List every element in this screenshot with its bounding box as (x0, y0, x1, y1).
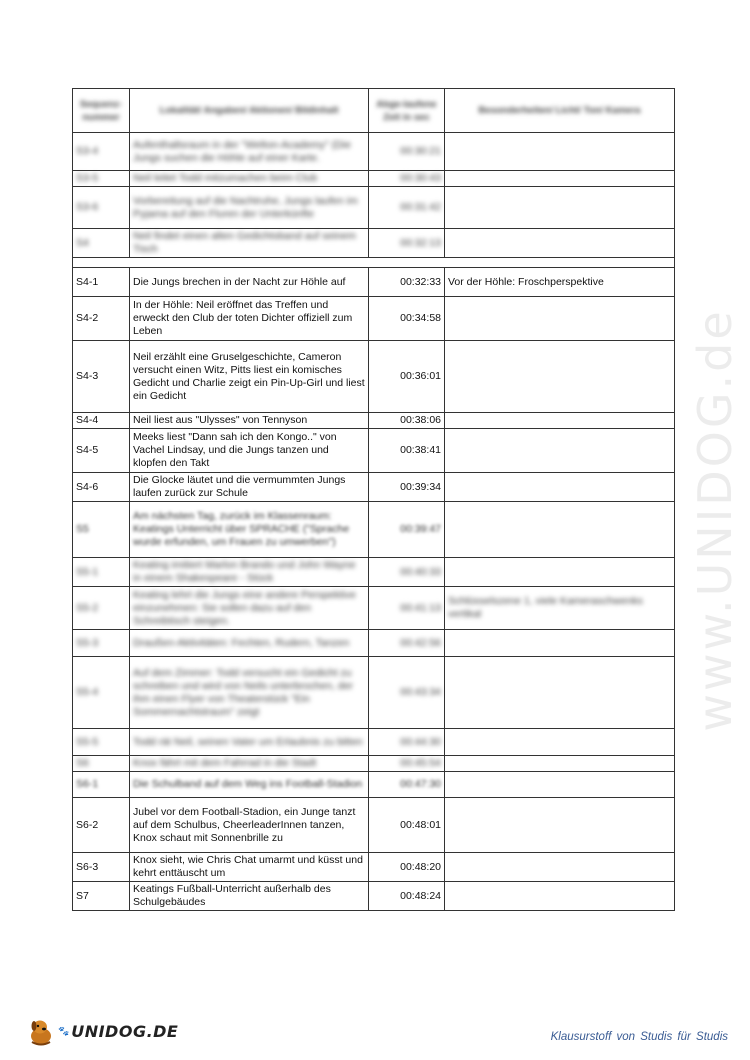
logo-text: UNIDOG.DE (71, 1021, 179, 1041)
table-row (73, 853, 675, 882)
time-cell: 00:34:58 (369, 297, 445, 341)
table-gap (73, 258, 675, 268)
table-row (73, 798, 675, 853)
notes-cell (445, 502, 675, 558)
desc-cell: Keating lehrt die Jungs eine andere Perspektive einzunehmen: Sie sollen dazu auf den Schreibtisch steigen. (130, 587, 369, 630)
desc-cell: Die Schulband auf dem Weg ins Football-Stadion (130, 772, 369, 798)
unidog-logo (28, 1016, 178, 1046)
table-row (73, 341, 675, 413)
seq-cell: S5-4 (73, 657, 130, 729)
table-row (73, 171, 675, 187)
time-cell: 00:39:47 (369, 502, 445, 558)
time-cell: 00:48:24 (369, 882, 445, 911)
seq-cell: S5-1 (73, 558, 130, 587)
seq-cell: S3-6 (73, 187, 130, 229)
notes-cell (445, 187, 675, 229)
time-cell: 00:48:20 (369, 853, 445, 882)
desc-cell: Knox sieht, wie Chris Chat umarmt und küsst und kehrt enttäuscht um (130, 853, 369, 882)
seq-cell: S6 (73, 756, 130, 772)
time-cell: 00:39:34 (369, 473, 445, 502)
header-location-actions: Lokalität/ Angaben/ Aktionen/ Bildinhalt (130, 89, 369, 133)
time-cell: 00:38:41 (369, 429, 445, 473)
notes-cell (445, 798, 675, 853)
notes-cell: Schlüsselszene 1, viele Kameraschwenks vertikal (445, 587, 675, 630)
table-row (73, 268, 675, 297)
table-row (73, 187, 675, 229)
desc-cell: Die Glocke läutet und die vermummten Jungs laufen zurück zur Schule (130, 473, 369, 502)
desc-cell: Neil findet einen alten Gedichtsband auf seinem Tisch (130, 229, 369, 258)
table-row (73, 657, 675, 729)
notes-cell (445, 429, 675, 473)
sequence-table (72, 88, 675, 911)
seq-cell: S4-2 (73, 297, 130, 341)
notes-cell (445, 171, 675, 187)
table-row (73, 502, 675, 558)
table-row (73, 429, 675, 473)
table-row (73, 133, 675, 171)
notes-cell (445, 413, 675, 429)
seq-cell: S6-2 (73, 798, 130, 853)
desc-cell: Draußen-Aktivitäten: Fechten, Rudern, Tanzen (130, 630, 369, 657)
desc-cell: Aufenthaltsraum in der "Welton-Academy" (Die Jungs suchen die Höhle auf einer Karte. (130, 133, 369, 171)
desc-cell: Die Jungs brechen in der Nacht zur Höhle auf (130, 268, 369, 297)
time-cell: 00:43:34 (369, 657, 445, 729)
table-row (73, 882, 675, 911)
time-cell: 00:38:06 (369, 413, 445, 429)
footer-tagline: Klausurstoff von Studis für Studis (550, 1031, 728, 1043)
desc-cell: Vorbereitung auf die Nachtruhe, Jungs laufen im Pyjama auf den Fluren der Unterkünfte (130, 187, 369, 229)
desc-cell: Knox fährt mit dem Fahrrad in die Stadt (130, 756, 369, 772)
notes-cell (445, 772, 675, 798)
table-row (73, 587, 675, 630)
time-cell: 00:30:43 (369, 171, 445, 187)
notes-cell (445, 657, 675, 729)
time-cell: 00:45:54 (369, 756, 445, 772)
desc-cell: Neil erzählt eine Gruselgeschichte, Cameron versucht einen Witz, Pitts liest ein komisches Gedicht und Charlie zeigt ein Pin-Up-Girl und liest ein Gedicht (130, 341, 369, 413)
desc-cell: Neil leitet Todd mitzumachen beim Club (130, 171, 369, 187)
time-cell: 00:47:30 (369, 772, 445, 798)
table-header-row (73, 89, 675, 133)
watermark-text: www.UNIDOG.de (688, 308, 742, 732)
table-gap-cell (73, 258, 675, 268)
notes-cell (445, 729, 675, 756)
notes-cell (445, 133, 675, 171)
notes-cell (445, 473, 675, 502)
seq-cell: S6-1 (73, 772, 130, 798)
header-sequence-number: Sequenz-nummer (73, 89, 130, 133)
seq-cell: S6-3 (73, 853, 130, 882)
time-cell: 00:30:21 (369, 133, 445, 171)
seq-cell: S4 (73, 229, 130, 258)
notes-cell (445, 229, 675, 258)
seq-cell: S5-5 (73, 729, 130, 756)
seq-cell: S3-5 (73, 171, 130, 187)
desc-cell: Todd rät Neil, seinen Vater um Erlaubnis zu bitten (130, 729, 369, 756)
time-cell: 00:31:42 (369, 187, 445, 229)
time-cell: 00:40:33 (369, 558, 445, 587)
table-row (73, 729, 675, 756)
table-row (73, 630, 675, 657)
time-cell: 00:36:01 (369, 341, 445, 413)
seq-cell: S4-6 (73, 473, 130, 502)
notes-cell (445, 341, 675, 413)
table-row (73, 473, 675, 502)
notes-cell (445, 853, 675, 882)
desc-cell: In der Höhle: Neil eröffnet das Treffen und erweckt den Club der toten Dichter offiziell zum Leben (130, 297, 369, 341)
seq-cell: S4-5 (73, 429, 130, 473)
notes-cell (445, 882, 675, 911)
time-cell: 00:42:56 (369, 630, 445, 657)
seq-cell: S4-3 (73, 341, 130, 413)
notes-cell (445, 756, 675, 772)
table-row (73, 756, 675, 772)
desc-cell: Keatings Fußball-Unterricht außerhalb des Schulgebäudes (130, 882, 369, 911)
seq-cell: S4-1 (73, 268, 130, 297)
desc-cell: Am nächsten Tag, zurück im Klassenraum: Keatings Unterricht über SPRACHE ("Sprache wurde erfunden, um Frauen zu umwerben") (130, 502, 369, 558)
time-cell: 00:41:13 (369, 587, 445, 630)
notes-cell: Vor der Höhle: Froschperspektive (445, 268, 675, 297)
desc-cell: Neil liest aus "Ulysses" von Tennyson (130, 413, 369, 429)
seq-cell: S3-4 (73, 133, 130, 171)
notes-cell (445, 558, 675, 587)
seq-cell: S5-3 (73, 630, 130, 657)
time-cell: 00:48:01 (369, 798, 445, 853)
desc-cell: Jubel vor dem Football-Stadion, ein Junge tanzt auf dem Schulbus, CheerleaderInnen tanzen, Knox schaut mit Sonnenbrille zu (130, 798, 369, 853)
table-row (73, 413, 675, 429)
seq-cell: S4-4 (73, 413, 130, 429)
notes-cell (445, 297, 675, 341)
desc-cell: Auf dem Zimmer: Todd versucht ein Gedicht zu schreiben und wird von Neils unterbrochen, der ihm einen Flyer von Theaterstück "Ein Sommernachtstraum" zeigt (130, 657, 369, 729)
table-row (73, 772, 675, 798)
seq-cell: S5-2 (73, 587, 130, 630)
paw-icon: 🐾 (58, 1025, 70, 1036)
header-elapsed-time: Abge-laufene Zeit in sec (369, 89, 445, 133)
header-special-notes: Besonderheiten/ Licht/ Ton/ Kamera (445, 89, 675, 133)
time-cell: 00:32:33 (369, 268, 445, 297)
time-cell: 00:44:30 (369, 729, 445, 756)
notes-cell (445, 630, 675, 657)
time-cell: 00:32:13 (369, 229, 445, 258)
table-row (73, 297, 675, 341)
desc-cell: Keating imitiert Marlon Brando und John Wayne in einem Shakespeare - Stück (130, 558, 369, 587)
dog-mascot-icon (28, 1016, 54, 1046)
table-row (73, 229, 675, 258)
seq-cell: S7 (73, 882, 130, 911)
table-row (73, 558, 675, 587)
seq-cell: S5 (73, 502, 130, 558)
desc-cell: Meeks liest "Dann sah ich den Kongo.." von Vachel Lindsay, und die Jungs tanzen und klopfen den Takt (130, 429, 369, 473)
